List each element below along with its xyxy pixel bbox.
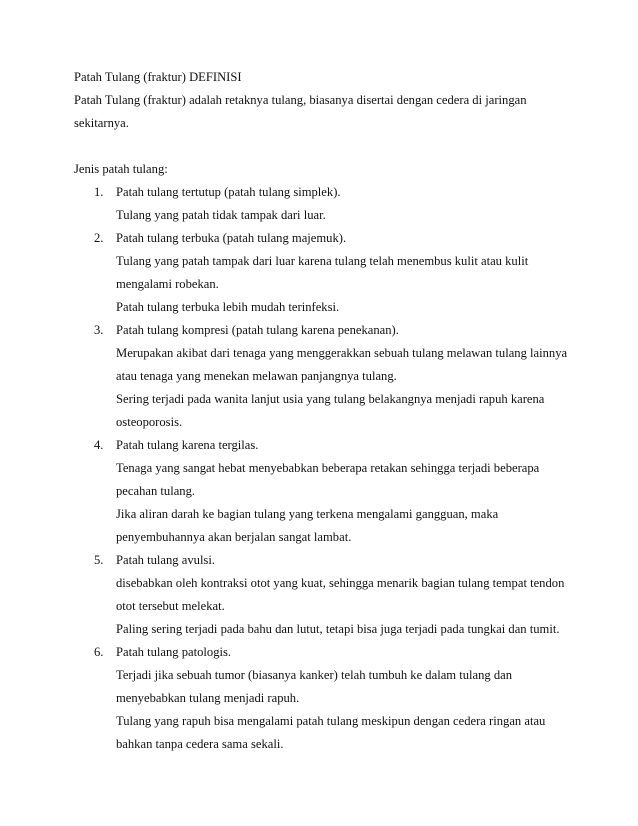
list-item-text: mengalami robekan. <box>116 277 219 291</box>
document-page <box>74 66 574 756</box>
list-item-text: pecahan tulang. <box>116 484 196 498</box>
list-item <box>74 181 574 227</box>
list-item-text: Sering terjadi pada wanita lanjut usia yang tulang belakangnya menjadi rapuh karena <box>116 392 545 406</box>
list-item-title: Patah tulang terbuka (patah tulang majemuk). <box>116 231 347 245</box>
list-item-text: penyembuhannya akan berjalan sangat lambat. <box>116 530 352 544</box>
list-item-title: Patah tulang tertutup (patah tulang simplek). <box>116 185 341 199</box>
list-item <box>74 641 574 756</box>
list-item-text: Tulang yang rapuh bisa mengalami patah tulang meskipun dengan cedera ringan atau <box>116 714 546 728</box>
document-title: Patah Tulang (fraktur) DEFINISI <box>74 70 242 84</box>
list-item-text: disebabkan oleh kontraksi otot yang kuat, sehingga menarik bagian tulang tempat tendon <box>116 576 565 590</box>
list-item-text: Tulang yang patah tidak tampak dari luar. <box>116 208 326 222</box>
list-item-title: Patah tulang karena tergilas. <box>116 438 259 452</box>
list-item-text: Terjadi jika sebuah tumor (biasanya kanker) telah tumbuh ke dalam tulang dan <box>116 668 513 682</box>
fracture-types-list <box>74 181 574 756</box>
list-item <box>74 227 574 319</box>
list-item-text: bahkan tanpa cedera sama sekali. <box>116 737 284 751</box>
list-item-title: Patah tulang kompresi (patah tulang karena penekanan). <box>116 323 399 337</box>
list-item-title: Patah tulang patologis. <box>116 645 232 659</box>
list-item <box>74 319 574 434</box>
definition-line-2: sekitarnya. <box>74 116 129 130</box>
list-item-text: Jika aliran darah ke bagian tulang yang terkena mengalami gangguan, maka <box>116 507 499 521</box>
list-item <box>74 434 574 549</box>
definition-line-1: Patah Tulang (fraktur) adalah retaknya tulang, biasanya disertai dengan cedera di jaringan <box>74 93 527 107</box>
list-item-text: Tulang yang patah tampak dari luar karena tulang telah menembus kulit atau kulit <box>116 254 529 268</box>
list-item-number: 4. <box>94 438 104 452</box>
list-item-text: osteoporosis. <box>116 415 183 429</box>
list-item-number: 3. <box>94 323 104 337</box>
list-item-title: Patah tulang avulsi. <box>116 553 215 567</box>
list-item-text: Tenaga yang sangat hebat menyebabkan beberapa retakan sehingga terjadi beberapa <box>116 461 540 475</box>
list-item-number: 2. <box>94 231 104 245</box>
list-item-number: 1. <box>94 185 104 199</box>
list-item-text: atau tenaga yang menekan melawan panjangnya tulang. <box>116 369 397 383</box>
list-item-number: 5. <box>94 553 104 567</box>
list-item-text: Patah tulang terbuka lebih mudah terinfeksi. <box>116 300 340 314</box>
list-item-text: otot tersebut melekat. <box>116 599 225 613</box>
list-item-text: Paling sering terjadi pada bahu dan lutut, tetapi bisa juga terjadi pada tungkai dan tumit. <box>116 622 560 636</box>
types-heading: Jenis patah tulang: <box>74 162 168 176</box>
list-item-text: menyebabkan tulang menjadi rapuh. <box>116 691 300 705</box>
paragraph-gap <box>74 135 574 158</box>
list-item <box>74 549 574 641</box>
list-item-number: 6. <box>94 645 104 659</box>
list-item-text: Merupakan akibat dari tenaga yang menggerakkan sebuah tulang melawan tulang lainnya <box>116 346 568 360</box>
